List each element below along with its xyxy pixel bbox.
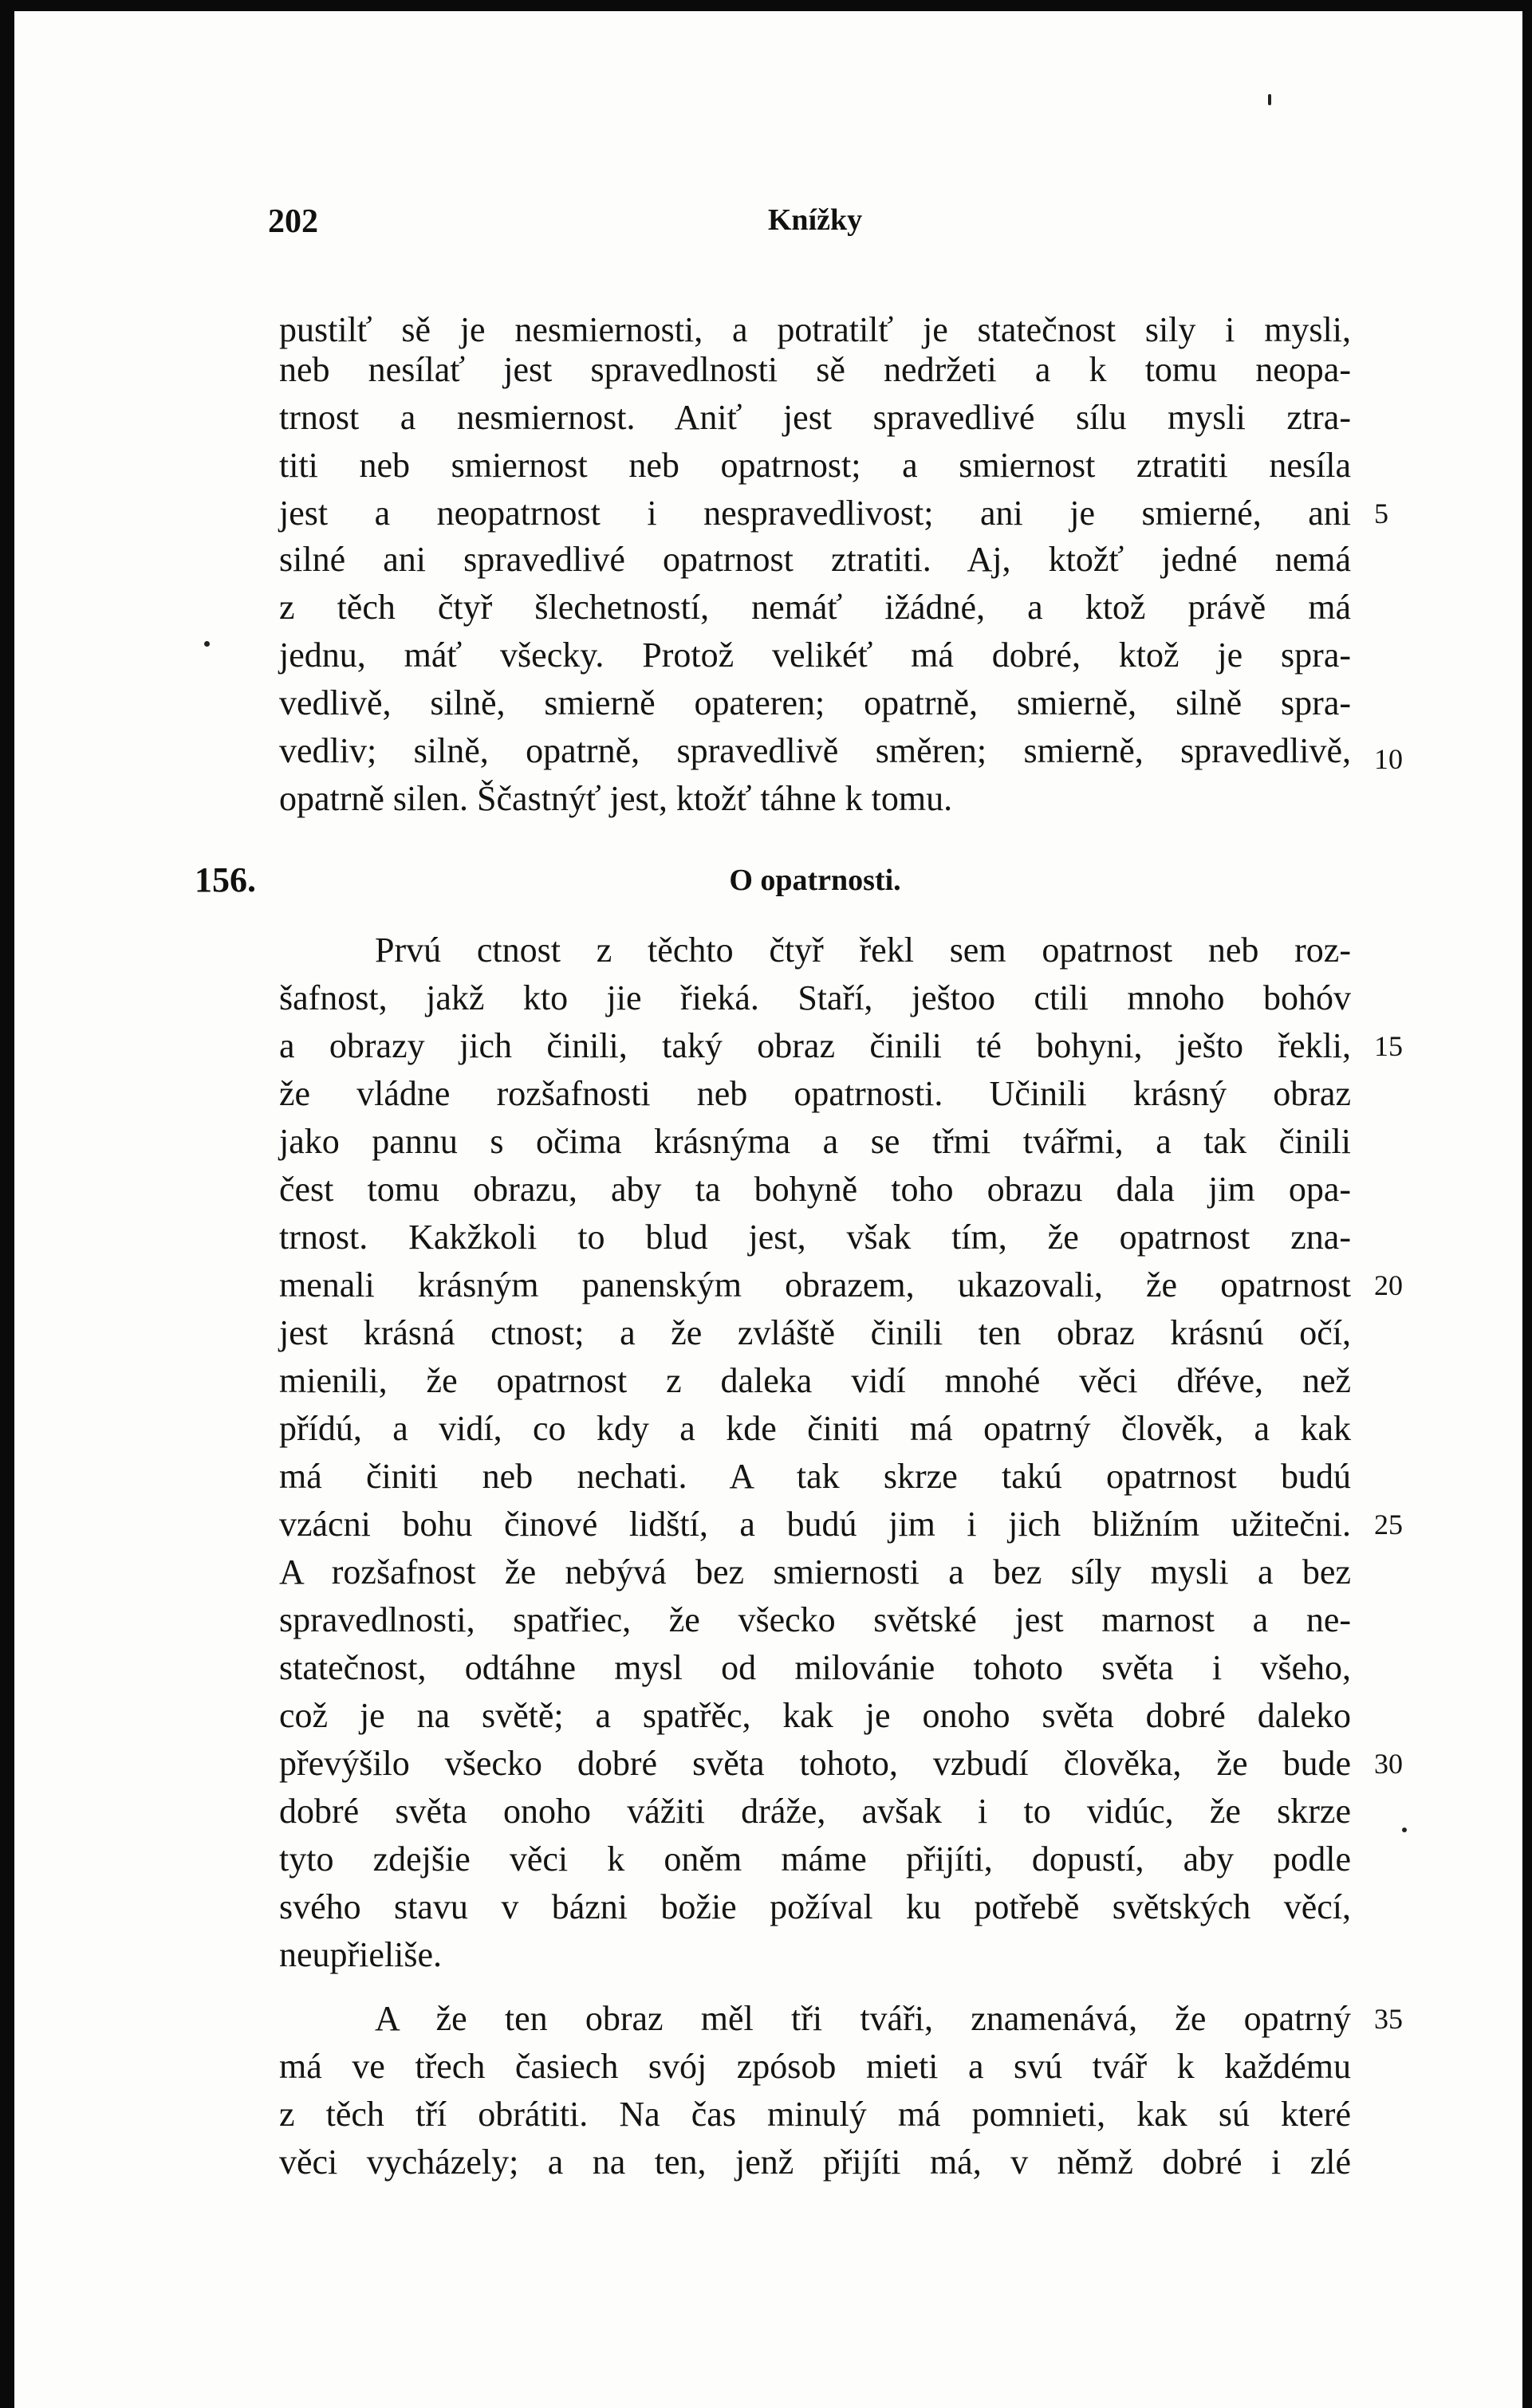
text-line: jest a neopatrnost i nespravedlivost; ani je smierné, ani [279, 494, 1351, 533]
margin-line-number: 10 [1374, 743, 1403, 775]
text-line: silné ani spravedlivé opatrnost ztratiti. Aj, ktožť jedné nemá [279, 540, 1351, 579]
text-line: A rozšafnost že nebývá bez smiernosti a bez síly mysli a bez [279, 1552, 1351, 1592]
text-line: jest krásná ctnost; a že zvláště činili ten obraz krásnú očí, [279, 1313, 1351, 1352]
text-line: z těch tří obrátiti. Na čas minulý má pomnieti, kak sú které [279, 2095, 1351, 2134]
text-line: převýšilo všecko dobré světa tohoto, vzbudí člověka, že bude [279, 1744, 1351, 1783]
text-line: vzácni bohu činové lidští, a budú jim i jich bližním užitečni. [279, 1505, 1351, 1544]
text-line: vedliv; silně, opatrně, spravedlivě směren; smierně, spravedlivě, [279, 731, 1351, 770]
text-line: vedlivě, silně, smierně opateren; opatrně, smierně, silně spra- [279, 683, 1351, 722]
margin-line-number: 30 [1374, 1748, 1403, 1780]
text-line: jako pannu s očima krásnýma a se třmi tvářmi, a tak činili [279, 1122, 1351, 1161]
text-line: titi neb smiernost neb opatrnost; a smiernost ztratiti nesíla [279, 446, 1351, 485]
margin-line-number: 35 [1374, 2003, 1403, 2035]
text-line: Prvú ctnost z těchto čtyř řekl sem opatrnost neb roz- [375, 931, 1351, 970]
text-line: šafnost, jakž kto jie řieká. Staří, ještoo ctili mnoho bohóv [279, 978, 1351, 1017]
margin-line-number: 20 [1374, 1269, 1403, 1301]
section-heading: O opatrnosti. [729, 864, 901, 897]
margin-line-number: 25 [1374, 1509, 1403, 1540]
text-line: pustilť sě je nesmiernosti, a potratilť je statečnost sily i mysli, [279, 310, 1351, 349]
text-line: čest tomu obrazu, aby ta bohyně toho obrazu dala jim opa- [279, 1170, 1351, 1209]
text-line: dobré světa onoho vážiti dráže, avšak i to vidúc, že skrze [279, 1792, 1351, 1831]
text-line: menali krásným panenským obrazem, ukazovali, že opatrnost [279, 1265, 1351, 1304]
ink-speck [1268, 94, 1271, 105]
text-line: a obrazy jich činili, taký obraz činili té bohyni, ješto řekli, [279, 1026, 1351, 1065]
margin-line-number: 15 [1374, 1030, 1403, 1062]
text-line: má činiti neb nechati. A tak skrze takú opatrnost budú [279, 1457, 1351, 1496]
text-line: jednu, máť všecky. Protož velikéť má dobré, ktož je spra- [279, 635, 1351, 675]
text-line: trnost a nesmiernost. Aniť jest spravedlivé sílu mysli ztra- [279, 398, 1351, 437]
text-line: trnost. Kakžkoli to blud jest, však tím, že opatrnost zna- [279, 1218, 1351, 1257]
text-line: věci vycházely; a na ten, jenž přijíti má, v němž dobré i zlé [279, 2142, 1351, 2182]
text-line: spravedlnosti, spatřiec, že všecko světské jest marnost a ne- [279, 1600, 1351, 1639]
text-line: mienili, že opatrnost z daleka vidí mnohé věci dřéve, než [279, 1361, 1351, 1400]
text-line: tyto zdejšie věci k oněm máme přijíti, dopustí, aby podle [279, 1839, 1351, 1879]
text-line: z těch čtyř šlechetností, nemáť ižádné, a ktož právě má [279, 588, 1351, 627]
running-title: Knížky [767, 203, 863, 237]
ink-speck [204, 641, 210, 647]
text-line: má ve třech časiech svój zpósob mieti a svú tvář k každému [279, 2047, 1351, 2086]
text-line: svého stavu v bázni božie požíval ku potřebě světských věcí, [279, 1887, 1351, 1926]
page-header [268, 203, 1362, 250]
text-line: opatrně silen. Ščastnýť jest, ktožť táhne k tomu. [279, 779, 953, 818]
text-line: A že ten obraz měl tři tváři, znamenává, že opatrný [375, 1999, 1351, 2038]
page-number: 202 [268, 203, 318, 240]
text-line: neupřieliše. [279, 1935, 443, 1974]
section-number: 156. [195, 860, 256, 899]
text-line: což je na světě; a spatřěc, kak je onoho světa dobré daleko [279, 1696, 1351, 1735]
margin-line-number: 5 [1374, 498, 1388, 529]
text-line: neb nesílať jest spravedlnosti sě nedržeti a k tomu neopa- [279, 350, 1351, 389]
text-line: statečnost, odtáhne mysl od milovánie tohoto světa i všeho, [279, 1648, 1351, 1687]
text-line: přídú, a vidí, co kdy a kde činiti má opatrný člověk, a kak [279, 1409, 1351, 1448]
ink-speck [1402, 1828, 1407, 1832]
text-line: že vládne rozšafnosti neb opatrnosti. Učinili krásný obraz [279, 1074, 1351, 1113]
